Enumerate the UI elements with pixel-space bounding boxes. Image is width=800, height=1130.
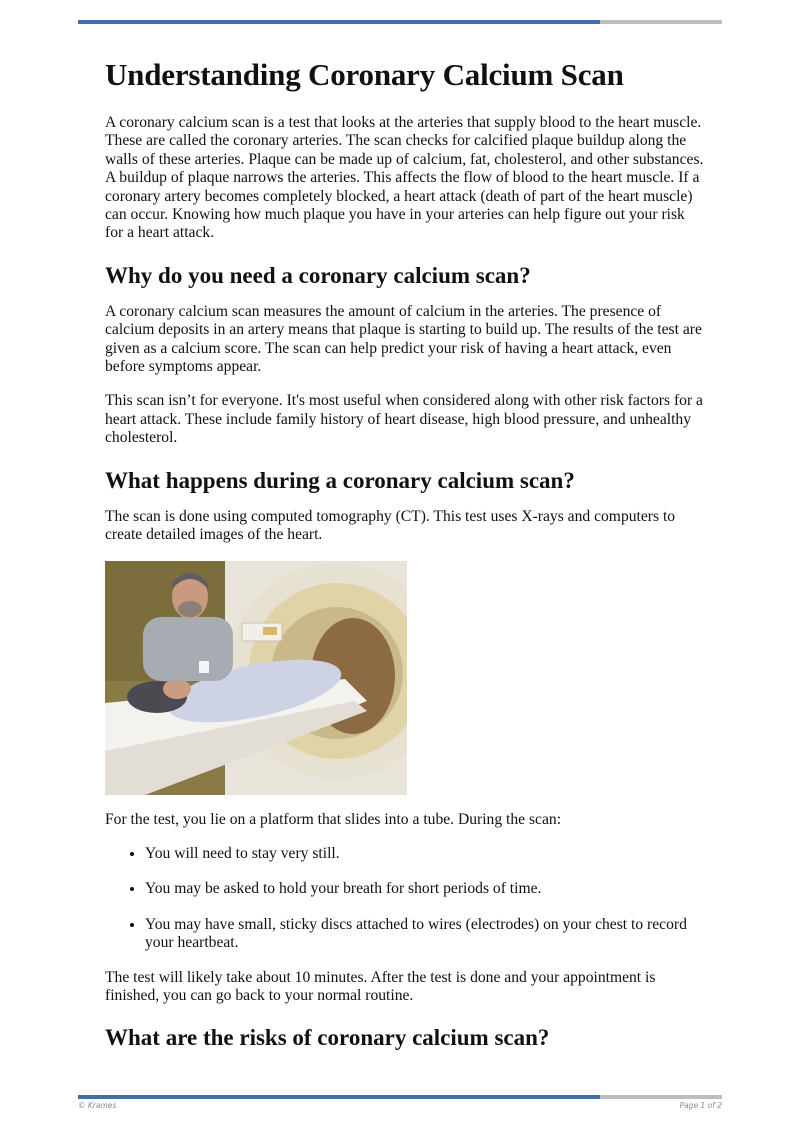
header-divider — [78, 20, 722, 24]
footer-divider-track — [600, 1095, 722, 1099]
section-heading-what-happens: What happens during a coronary calcium scan? — [105, 467, 575, 493]
page-title: Understanding Coronary Calcium Scan — [105, 57, 624, 92]
footer-copyright: © Krames — [78, 1101, 117, 1110]
list-item: • You will need to stay very still. — [145, 845, 705, 863]
header-divider-track — [600, 20, 722, 24]
header-divider-accent — [78, 20, 600, 24]
section-why-paragraph-1: A coronary calcium scan measures the amount of calcium in the arteries. The presence of calcium deposits in an artery means that plaque is starting to build up. The results of the test are given as a calcium score. The scan can help predict your risk of having a heart attack, even before symptoms appear. — [105, 302, 702, 376]
footer-divider-accent — [78, 1095, 600, 1099]
ct-scan-photo — [105, 561, 407, 795]
section-what-happens-lead-in: For the test, you lie on a platform that slides into a tube. During the scan: — [105, 810, 562, 828]
section-what-happens-paragraph-1: The scan is done using computed tomography (CT). This test uses X-rays and computers to create detailed images of the heart. — [105, 507, 676, 544]
section-why-paragraph-2: This scan isn’t for everyone. It's most useful when considered along with other risk factors for a heart attack. These include family history of heart disease, high blood pressure, and unhealthy cholesterol. — [105, 392, 703, 447]
intro-paragraph: A coronary calcium scan is a test that looks at the arteries that supply blood to the heart muscle. These are called the coronary arteries. The scan checks for calcified plaque buildup along the walls of these arteries. Plaque can be made up of calcium, fat, cholesterol, and other substances. A buildup of plaque narrows the arteries. This affects the flow of blood to the heart muscle. If a coronary artery becomes completely blocked, a heart attack (death of part of the heart muscle) can occur. Knowing how much plaque you have in your arteries can help figure out your risk for a heart attack. — [105, 114, 704, 242]
section-heading-risks: What are the risks of coronary calcium scan? — [105, 1025, 550, 1051]
list-item: • You may have small, sticky discs attached to wires (electrodes) on your chest to record your heartbeat. — [145, 916, 705, 953]
document-body — [105, 56, 705, 1065]
footer-divider — [78, 1095, 722, 1099]
list-item: • You may be asked to hold your breath for short periods of time. — [145, 880, 705, 898]
scan-steps-list — [105, 845, 705, 953]
footer-page-number: Page 1 of 2 — [679, 1101, 722, 1110]
section-heading-why: Why do you need a coronary calcium scan? — [105, 262, 531, 288]
ct-scan-illustration — [105, 561, 407, 795]
section-what-happens-closing: The test will likely take about 10 minutes. After the test is done and your appointment is finished, you can go back to your normal routine. — [105, 968, 656, 1004]
